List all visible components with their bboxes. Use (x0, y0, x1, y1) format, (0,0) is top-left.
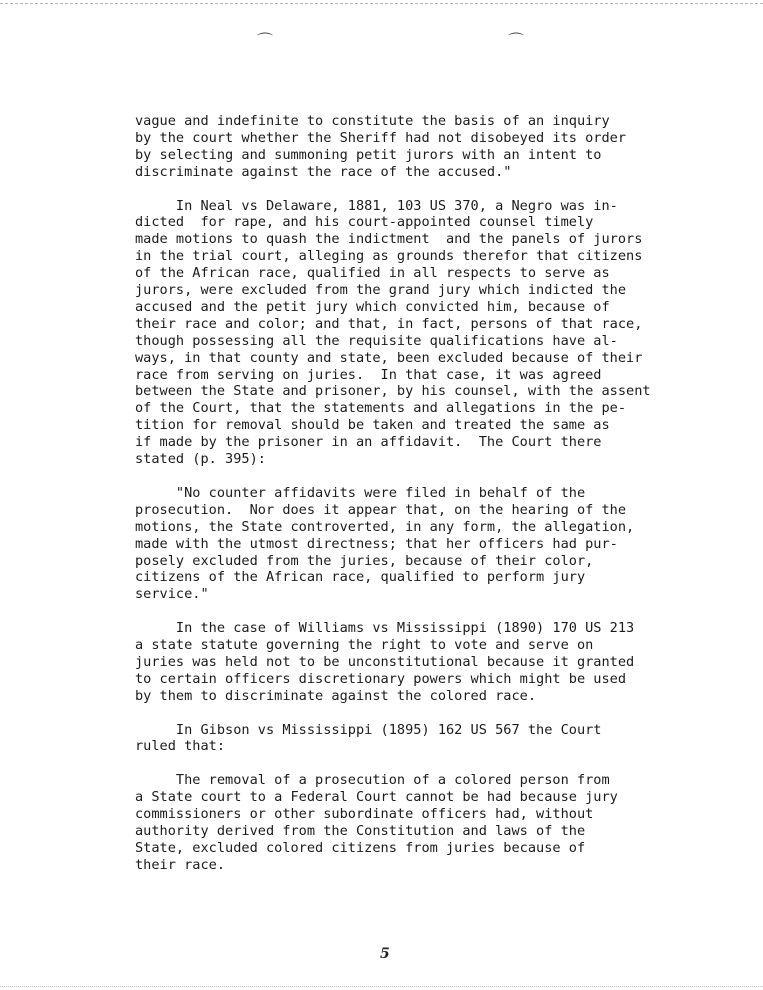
paragraph-gap (135, 468, 735, 485)
text-line: In the case of Williams vs Mississippi (1890) 170 US 213 (135, 620, 635, 637)
text-line: a state statute governing the right to vote and serve on (135, 637, 594, 654)
paragraph (135, 722, 735, 756)
text-line: commissioners or other subordinate officers had, without (135, 806, 594, 823)
text-line: "No counter affidavits were filed in behalf of the (135, 484, 586, 501)
bottom-scan-edge (0, 986, 763, 987)
text-line: dicted for rape, and his court-appointed counsel timely (135, 214, 594, 231)
text-line: jurors, were excluded from the grand jury which indicted the (135, 282, 627, 299)
text-line: race from serving on juries. In that case, it was agreed (135, 366, 602, 383)
text-line: motions, the State controverted, in any form, the allegation, (135, 518, 635, 535)
text-line: made with the utmost directness; that her officers had pur- (135, 535, 618, 552)
text-line: posely excluded from the juries, because of their color, (135, 552, 594, 569)
text-line: discriminate against the race of the accused." (135, 163, 512, 180)
text-line: vague and indefinite to constitute the basis of an inquiry (135, 113, 610, 129)
text-line: though possessing all the requisite qualifications have al- (135, 332, 618, 349)
text-line: by selecting and summoning petit jurors with an intent to (135, 146, 602, 163)
text-line: their race. (135, 856, 226, 873)
paragraph (135, 485, 735, 603)
text-line: to certain officers discretionary powers which might be used (135, 670, 627, 687)
text-line: made motions to quash the indictment and the panels of jurors (135, 231, 643, 248)
text-line: In Neal vs Delaware, 1881, 103 US 370, a Negro was in- (135, 197, 618, 214)
binder-hole-mark-left: ⌒ (257, 31, 274, 50)
text-line: a State court to a Federal Court cannot be had because jury (135, 789, 618, 806)
paragraph (135, 620, 735, 705)
text-line: In Gibson vs Mississippi (1895) 162 US 567 the Court (135, 721, 602, 738)
binder-hole-mark-right: ⌒ (508, 31, 525, 50)
page-number: 5 (380, 946, 390, 962)
text-line: stated (p. 395): (135, 451, 266, 468)
text-line: citizens of the African race, qualified to perform jury (135, 569, 586, 586)
text-line: if made by the prisoner in an affidavit. The Court there (135, 434, 602, 451)
text-line: their race and color; and that, in fact, persons of that race, (135, 315, 643, 332)
text-line: tition for removal should be taken and treated the same as (135, 417, 610, 434)
text-line: authority derived from the Constitution and laws of the (135, 822, 586, 839)
paragraph (135, 772, 735, 873)
text-line: by the court whether the Sheriff had not disobeyed its order (135, 129, 627, 146)
text-line: ways, in that county and state, been excluded because of their (135, 349, 643, 366)
text-line: of the Court, that the statements and allegations in the pe- (135, 400, 627, 417)
text-line: between the State and prisoner, by his counsel, with the assent (135, 383, 651, 400)
paragraph-gap (135, 755, 735, 772)
document-body (135, 113, 735, 874)
paragraph-gap (135, 705, 735, 722)
text-line: service." (135, 586, 209, 603)
paragraph-gap (135, 603, 735, 620)
top-scan-edge (0, 3, 763, 4)
text-line: of the African race, qualified in all respects to serve as (135, 265, 610, 282)
text-line: by them to discriminate against the colored race. (135, 687, 537, 704)
text-line: accused and the petit jury which convicted him, because of (135, 298, 610, 315)
text-line: prosecution. Nor does it appear that, on the hearing of the (135, 501, 627, 518)
paragraph (135, 198, 735, 469)
text-line: State, excluded colored citizens from juries because of (135, 839, 586, 856)
text-line: The removal of a prosecution of a colored person from (135, 772, 610, 789)
paragraph-gap (135, 181, 735, 198)
paragraph (135, 113, 735, 181)
text-line: in the trial court, alleging as grounds therefor that citizens (135, 248, 643, 265)
text-line: ruled that: (135, 738, 226, 755)
text-line: juries was held not to be unconstitutional because it granted (135, 653, 635, 670)
